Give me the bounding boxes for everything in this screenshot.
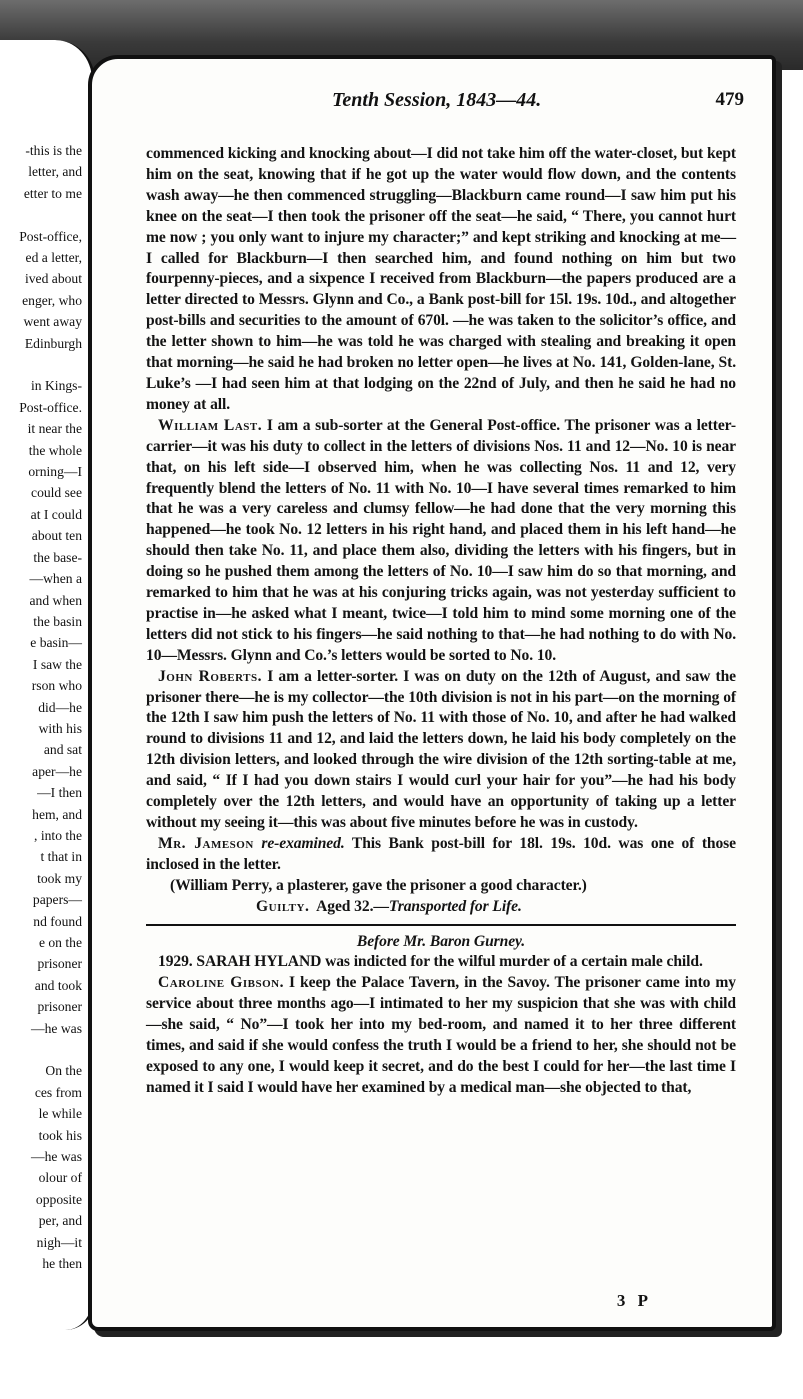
facing-page-line: the whole bbox=[28, 442, 82, 458]
court-heading: Before Mr. Baron Gurney. bbox=[356, 932, 526, 950]
facing-page-line: enger, who bbox=[22, 292, 82, 308]
facing-page-line: -this is the bbox=[25, 143, 82, 158]
testimony-text: I am a letter-sorter. I was on duty on the 12th of August, and saw the prisoner there—he is my collector—the 10th division is not in his part—on the morning of the 12th I saw him push the letters of No. 11 with those of No. 10, and after he had walked round to divisions 11 and 12, and laid the letters down, he laid his body completely on the 12th division letters, and looked through the wire division of the 12th sorting-table at me, and said, “ If I had you down stairs I would curl your hair for you”—he had his body completely over the 12th letters, and would have an opportunity of taking up a letter without my seeing it—this was about five minutes before he was in custody. bbox=[146, 667, 736, 831]
facing-page-line: he then bbox=[42, 1256, 82, 1272]
facing-page-line: the base- bbox=[33, 549, 82, 565]
facing-page-line: with his bbox=[38, 720, 82, 736]
facing-page-line: and sat bbox=[43, 742, 82, 758]
verdict bbox=[146, 897, 736, 918]
case-number: 1929. bbox=[158, 953, 193, 971]
character-note: (William Perry, a plasterer, gave the prisoner a good character.) bbox=[170, 876, 587, 894]
facing-page-line bbox=[19, 204, 82, 225]
facing-page-line: prisoner bbox=[37, 956, 82, 972]
facing-page-line: nd found bbox=[33, 913, 82, 929]
signature-mark: 3 P bbox=[616, 1291, 652, 1310]
facing-page-line: prisoner bbox=[37, 999, 82, 1015]
facing-page-line: —when a bbox=[29, 571, 82, 587]
book-page bbox=[88, 55, 776, 1331]
facing-page-line: Post-office, bbox=[19, 228, 82, 244]
running-title: Tenth Session, 1843—44. bbox=[332, 89, 542, 111]
section-divider bbox=[146, 924, 736, 926]
testimony-text: This Bank post-bill for 18l. 19s. 10d. was one of those inclosed in the letter. bbox=[146, 834, 736, 873]
facing-page-line: On the bbox=[45, 1063, 82, 1079]
facing-page-line: orning—I bbox=[28, 464, 82, 480]
facing-page-line: letter, and bbox=[28, 164, 82, 180]
testimony-text: I am a sub-sorter at the General Post-office. The prisoner was a letter-carrier—it was his duty to collect in the letters of divisions Nos. 11 and 12—No. 10 is near that, on his left side—I observed him, when he was collecting Nos. 11 and 12, very frequently blend the letters of No. 11 with No. 10—I have several times remarked to him that he was a very careless and clumsy fellow—he had done that the very morning this happened—he took No. 12 letters in his right hand, and placed them in his left hand—he should then take No. 11, and place them also, dividing the letters with his fingers, but in doing so he pushed them among the letters of No. 10—I saw him do so that morning, and remarked to him that he was at his conjuring tricks again, was not yesterday sufficient to practise in—he asked what I meant, twice—I told him to mind some morning one of the letters did not stick to his fingers—he said nothing to that—he had nothing to do with No. 10—Messrs. Glynn and Co.’s letters would be sorted to No. 10. bbox=[146, 416, 736, 664]
facing-page-line: olour of bbox=[38, 1170, 82, 1186]
facing-page-line: ived about bbox=[24, 271, 82, 287]
running-header bbox=[92, 89, 772, 113]
page-number: 479 bbox=[715, 89, 744, 110]
speaker-name: John Roberts. bbox=[158, 667, 263, 685]
facing-page-line: went away bbox=[23, 314, 82, 330]
facing-page-line: etter to me bbox=[23, 185, 82, 201]
testimony-caroline-gibson bbox=[146, 973, 736, 1098]
testimony-john-roberts bbox=[146, 667, 736, 834]
facing-page-line: hem, and bbox=[32, 806, 82, 822]
facing-page-line: and took bbox=[34, 977, 82, 993]
facing-page-line: —he was bbox=[31, 1149, 82, 1165]
facing-page-line: took my bbox=[37, 870, 82, 886]
facing-page-line: did—he bbox=[38, 699, 82, 715]
speaker-name: Caroline Gibson. bbox=[158, 974, 284, 992]
facing-page-line: papers— bbox=[32, 892, 82, 908]
facing-page-line: per, and bbox=[38, 1213, 82, 1229]
facing-page-line: —he was bbox=[31, 1020, 82, 1036]
facing-page-line: took his bbox=[38, 1127, 82, 1143]
facing-page-line: Post-office. bbox=[19, 399, 82, 415]
testimony-william-last bbox=[146, 416, 736, 667]
facing-page-line: about ten bbox=[31, 528, 82, 544]
facing-page-line: t that in bbox=[40, 849, 82, 865]
facing-page-line: ed a letter, bbox=[25, 250, 82, 266]
facing-page-line: in Kings- bbox=[31, 378, 82, 394]
facing-page-line: at I could bbox=[30, 506, 82, 522]
facing-page-left bbox=[0, 40, 95, 1330]
facing-page-line: the basin bbox=[33, 613, 82, 629]
paragraph: commenced kicking and knocking about—I did not take him off the water-closet, but kept him on the seat, knowing that if he got up the water would flow down, and the contents wash away—he then commenced struggling—Blackburn came round—I saw him put his knee on the seat—I then took the prisoner off the seat—he said, “ There, you cannot hurt me now ; you only want to injure my character;” and kept striking and knocking at me—I called for Blackburn—I then searched him, and found nothing on him but two fourpenny-pieces, and a sixpence I received from Blackburn—the papers produced are a letter directed to Messrs. Glynn and Co., a Bank post-bill for 15l. 19s. 10d., and altogether post-bills and securities to the amount of 670l. —he was taken to the solicitor’s office, and the letter shown to him—he was told he was charged with stealing and breaking it open that morning—he said he had broken no letter open—he lives at No. 141, Golden-lane, St. Luke’s —I had seen him at that lodging on the 22nd of July, and then he said he had no money at all. bbox=[146, 145, 736, 413]
facing-page-line: , into the bbox=[34, 827, 82, 843]
case-indictment bbox=[146, 952, 736, 973]
facing-page-line: e basin— bbox=[30, 635, 82, 651]
facing-page-line bbox=[19, 354, 82, 375]
testimony-jameson bbox=[146, 834, 736, 876]
speaker-name: William Last. bbox=[158, 416, 263, 434]
facing-page-line: —I then bbox=[37, 785, 82, 801]
speaker-name: Mr. Jameson bbox=[158, 834, 254, 852]
facing-page-line: I saw the bbox=[32, 656, 82, 672]
facing-page-line: e on the bbox=[38, 935, 82, 950]
case-text: SARAH HYLAND was indicted for the wilful murder of a certain male child. bbox=[196, 953, 703, 971]
facing-page-line: opposite bbox=[35, 1191, 82, 1207]
verdict-label: Guilty. bbox=[256, 897, 310, 915]
reexamined-label: re-examined. bbox=[261, 834, 345, 852]
facing-page-text bbox=[19, 140, 82, 1274]
facing-page-line: ces from bbox=[34, 1084, 82, 1100]
facing-page-line: nigh—it bbox=[36, 1234, 82, 1250]
facing-page-line: it near the bbox=[27, 421, 82, 437]
facing-page-line: rson who bbox=[31, 678, 82, 694]
testimony-text: I keep the Palace Tavern, in the Savoy. The prisoner came into my service about three months ago—I intimated to her my suspicion that she was with child—she said, “ No”—I took her into my bed-room, and named it to her three different times, and said if she would confess the truth I would be a friend to her, she should not be exposed to any one, I would keep it secret, and do the best I could for her—the last time I named it I said I would have her examined by a medical man—she objected to that, bbox=[146, 974, 736, 1096]
facing-page-line bbox=[19, 1039, 82, 1060]
facing-page-line: Edinburgh bbox=[24, 335, 82, 351]
facing-page-line: could see bbox=[31, 485, 82, 501]
page-body bbox=[146, 144, 736, 1099]
facing-page-line: aper—he bbox=[32, 763, 82, 779]
verdict-age: Aged 32.— bbox=[316, 897, 389, 915]
facing-page-line: and when bbox=[29, 592, 82, 608]
verdict-sentence: Transported for Life. bbox=[388, 897, 522, 915]
facing-page-line: le while bbox=[38, 1106, 82, 1122]
